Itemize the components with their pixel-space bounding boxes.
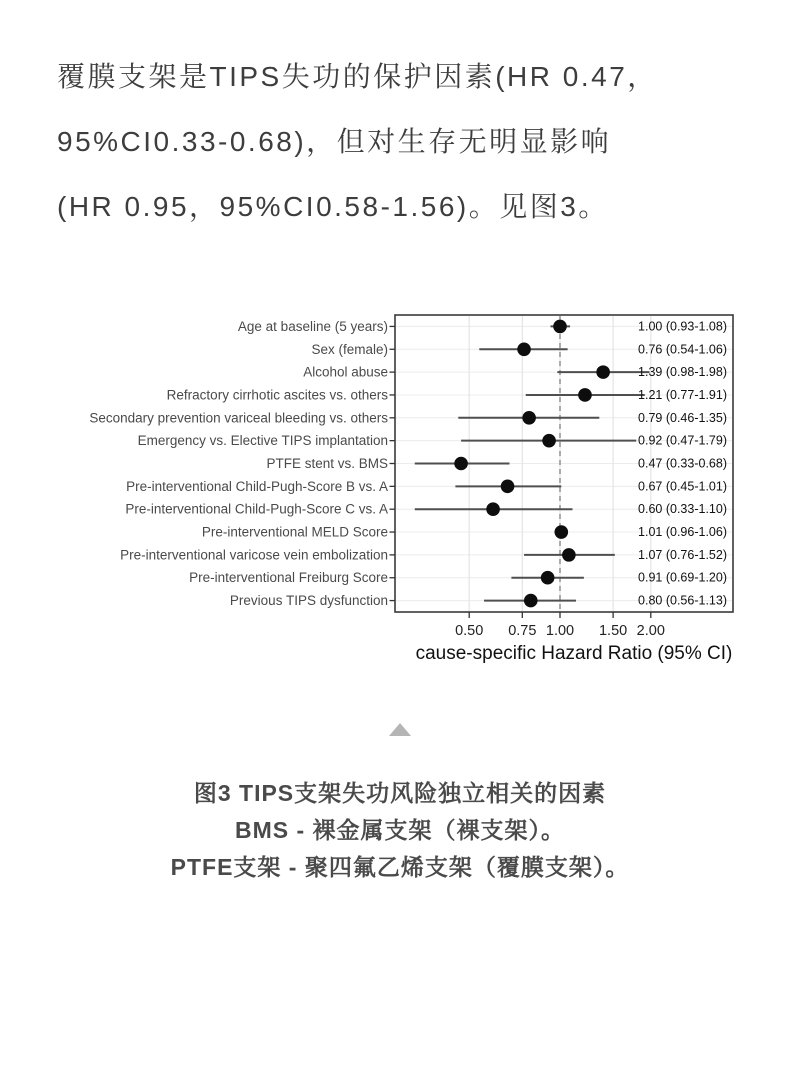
row-label: Pre-interventional MELD Score: [201, 524, 388, 540]
hr-value-label: 1.00 (0.93-1.08): [638, 319, 727, 334]
x-axis-title: cause-specific Hazard Ratio (95% CI): [415, 643, 733, 664]
row-label: Refractory cirrhotic ascites vs. others: [166, 387, 388, 403]
figure-caption: [0, 775, 800, 886]
row-label: Alcohol abuse: [303, 364, 388, 380]
point-estimate-dot: [486, 502, 500, 516]
x-axis-tick-label: 1.00: [545, 623, 575, 639]
point-estimate-dot: [562, 548, 576, 562]
row-label: Sex (female): [311, 341, 388, 357]
paragraph-line: 覆膜支架是TIPS失功的保护因素(HR 0.47，: [57, 61, 658, 92]
forest-plot-svg: [0, 295, 800, 680]
row-label: PTFE stent vs. BMS: [266, 456, 388, 471]
row-label: Pre-interventional Child-Pugh-Score B vs. A: [126, 478, 388, 494]
x-axis-tick-label: 0.50: [455, 623, 484, 639]
hr-value-label: 1.21 (0.77-1.91): [638, 387, 727, 402]
row-label: Pre-interventional Freiburg Score: [189, 570, 388, 586]
row-label: Age at baseline (5 years): [237, 318, 388, 334]
point-estimate-dot: [553, 320, 567, 334]
point-estimate-dot: [522, 411, 536, 425]
hr-value-label: 0.91 (0.69-1.20): [638, 570, 727, 585]
x-axis-tick-label: 2.00: [636, 623, 665, 639]
hr-value-label: 0.92 (0.47-1.79): [638, 433, 727, 448]
row-label: Previous TIPS dysfunction: [229, 593, 388, 609]
hr-value-label: 0.67 (0.45-1.01): [638, 479, 727, 494]
hr-value-label: 0.47 (0.33-0.68): [638, 456, 727, 471]
caption-title: 图3 TIPS支架失功风险独立相关的因素: [193, 780, 607, 806]
point-estimate-dot: [542, 434, 556, 448]
point-estimate-dot: [555, 525, 569, 539]
point-estimate-dot: [596, 365, 610, 379]
point-estimate-dot: [517, 342, 531, 356]
divider-triangle-up-icon: [389, 723, 411, 736]
point-estimate-dot: [578, 388, 592, 402]
caption-bms-definition: BMS - 裸金属支架（裸支架）。: [234, 817, 566, 843]
caption-ptfe-definition: PTFE支架 - 聚四氟乙烯支架（覆膜支架）。: [170, 854, 630, 880]
figure-3-forest-plot: [0, 295, 800, 680]
point-estimate-dot: [501, 480, 515, 494]
hr-value-label: 1.39 (0.98-1.98): [638, 365, 727, 380]
hr-value-label: 0.76 (0.54-1.06): [638, 342, 727, 357]
paragraph-line: 95%CI0.33-0.68)，但对生存无明显影响: [57, 126, 612, 157]
row-label: Pre-interventional Child-Pugh-Score C vs. A: [125, 501, 388, 517]
hr-value-label: 1.01 (0.96-1.06): [638, 525, 727, 540]
x-axis-tick-label: 0.75: [508, 623, 537, 639]
row-label: Secondary prevention variceal bleeding vs. others: [89, 410, 388, 426]
paragraph-line: (HR 0.95，95%CI0.58-1.56)。见图3。: [57, 191, 609, 222]
x-axis-tick-label: 1.50: [598, 623, 628, 639]
hr-value-label: 0.79 (0.46-1.35): [638, 410, 727, 425]
hr-value-label: 0.60 (0.33-1.10): [638, 502, 727, 517]
hr-value-label: 0.80 (0.56-1.13): [638, 593, 727, 608]
row-label: Pre-interventional varicose vein embolization: [120, 547, 388, 563]
row-label: Emergency vs. Elective TIPS implantation: [137, 433, 388, 449]
body-paragraph: [57, 44, 757, 239]
point-estimate-dot: [541, 571, 555, 585]
point-estimate-dot: [454, 457, 468, 471]
point-estimate-dot: [524, 594, 538, 608]
hr-value-label: 1.07 (0.76-1.52): [638, 547, 727, 562]
